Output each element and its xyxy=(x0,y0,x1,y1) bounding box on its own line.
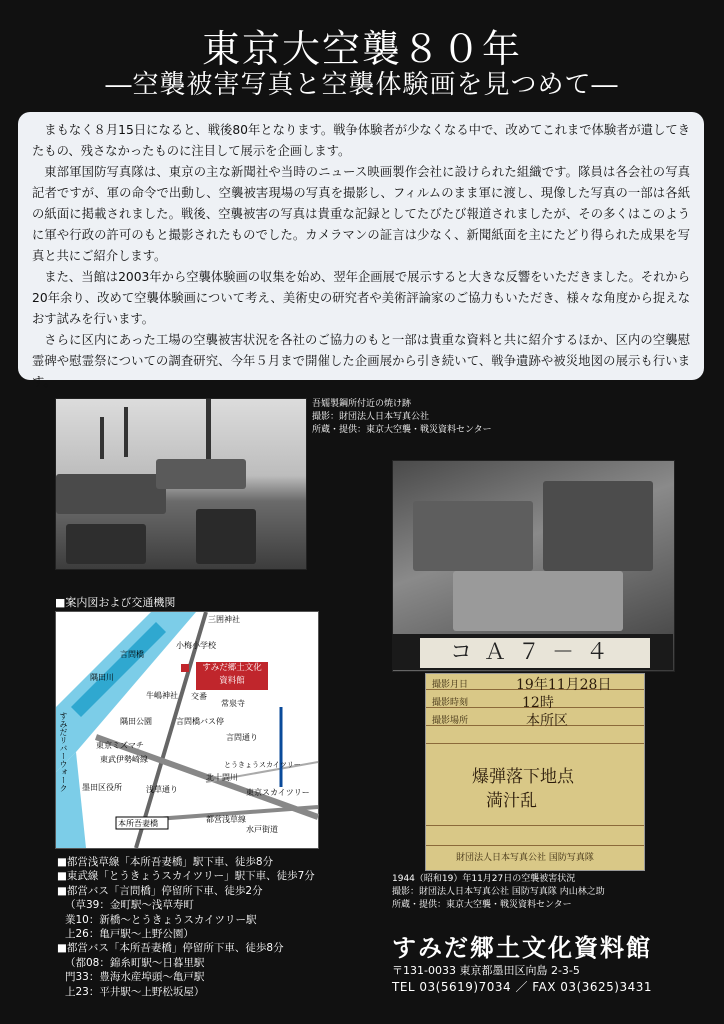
map-heading: ■案内図および交通機関 xyxy=(55,596,176,609)
map-label: 東武伊勢崎線 xyxy=(100,755,148,764)
museum-label: すみだ郷土文化 xyxy=(202,663,262,673)
access-line: ■都営バス「本所吾妻橋」停留所下車、徒歩8分 xyxy=(57,942,284,955)
map-label: 墨田区役所 xyxy=(82,783,122,792)
map-label: とうきょうスカイツリー xyxy=(224,761,301,769)
map-label: 言問橋 xyxy=(120,650,144,659)
card-value: 19年11月28日 xyxy=(516,677,612,693)
rubble xyxy=(413,501,533,571)
access-line: 上23：平井駅～上野松坂屋） xyxy=(65,985,205,998)
caption-line: 撮影：財団法人日本写真公社 xyxy=(312,412,430,422)
crowd xyxy=(196,509,256,564)
map-label: 牛嶋神社 xyxy=(146,691,178,700)
page-title: 東京大空襲８０年 xyxy=(201,27,522,71)
record-card xyxy=(425,673,645,871)
card-rule xyxy=(426,742,644,744)
map-label: 常泉寺 xyxy=(221,699,245,708)
caption-line: 所蔵・提供：東京大空襲・戦災資料センター xyxy=(312,425,492,435)
card-rule xyxy=(426,844,644,846)
map-label: 隅田公園 xyxy=(120,717,152,726)
caption-line: 撮影：財団法人日本写真公社 国防写真隊 内山林之助 xyxy=(392,887,605,897)
museum-location xyxy=(196,662,268,690)
map-label: 本所吾妻橋 xyxy=(118,819,158,828)
card-handwriting: 爆弾落下地点 xyxy=(472,767,574,787)
page-subtitle: ―空襲被害写真と空襲体験画を見つめて― xyxy=(105,70,619,100)
access-line: ■都営バス「言問橋」停留所下車、徒歩2分 xyxy=(57,884,263,897)
map-label: 水戸街道 xyxy=(246,825,278,834)
debris xyxy=(453,571,623,631)
access-line: （都08：錦糸町駅～日暮里駅 xyxy=(65,956,205,969)
map-label: 都営浅草線 xyxy=(206,815,246,824)
chimney xyxy=(206,399,211,459)
map-label: 北十間川 xyxy=(206,773,238,782)
map-label: 東京ミズマチ xyxy=(96,741,144,750)
rubble xyxy=(66,524,146,564)
intro-paragraph: さらに区内にあった工場の空襲被害状況を各社のご協力のもと一部は貴重な資料と共に紹介するほか、区内の空襲慰霊碑や慰霊祭についての調査研究、今年５月まで開催した企画展から引き続いて、戦争遺跡や被災地図の展示も行います。 xyxy=(32,333,690,389)
intro-paragraph: 東部軍国防写真隊は、東京の主な新聞社や当時のニュース映画製作会社に設けられた組織です。隊員は各会社の写真記者ですが、軍の命令で出動し、空襲被害現場の写真を撮影し、フィルムのまま軍に渡し、現像した写真の一部は各紙の紙面に掲載されました。戦後、空襲被害の写真は貴重な記録としてたびたび報道されましたが、その多くはこのように軍や行政の許可のもと撮影されたものでした。カメラマンの証言は少なく、新聞紙面を主にたどり得られた成果を写真と共にご紹介します。 xyxy=(32,165,690,263)
building-ruin xyxy=(56,474,166,514)
caption-line: 所蔵・提供：東京大空襲・戦災資料センター xyxy=(392,900,572,910)
chimney xyxy=(124,407,128,457)
map-label: 三囲神社 xyxy=(208,615,240,624)
card-footer: 財団法人日本写真公社 国防写真隊 xyxy=(456,853,594,863)
photo1-caption xyxy=(312,398,492,437)
chimney xyxy=(100,417,104,459)
museum-address: 〒131-0033 東京都墨田区向島 2-3-5 xyxy=(392,964,580,977)
card-label: 撮影時刻 xyxy=(432,698,469,708)
caption-line: 吾嬬製鋼所付近の焼け跡 xyxy=(312,399,412,409)
map-label: 交番 xyxy=(191,692,207,701)
card-value: 本所区 xyxy=(526,713,568,729)
card-handwriting: 満汁乱 xyxy=(486,791,537,811)
card-rule xyxy=(426,824,644,826)
factory-ruins-photo xyxy=(55,398,307,570)
card-label: 撮影月日 xyxy=(432,680,469,690)
access-line: 業10：新橋～とうきょうスカイツリー駅 xyxy=(65,913,257,926)
museum-label: 資料館 xyxy=(219,676,245,686)
building-ruin xyxy=(156,459,246,489)
museum-name: すみだ郷土文化資料館 xyxy=(392,934,652,962)
caption-line: 1944（昭和19）年11月27日の空襲被害状況 xyxy=(392,874,576,884)
map-label: 小梅小学校 xyxy=(176,641,216,650)
intro-paragraph: また、当館は2003年から空襲体験画の収集を始め、翌年企画展で展示すると大きな反響をいただきました。それから20年余り、改めて空襲体験画について考え、美術史の研究者や美術評論家のご協力もいただき、様々な角度から捉えなおす試みを行います。 xyxy=(32,270,690,326)
photo2-caption xyxy=(392,873,605,912)
access-line: （草39：金町駅～浅草寿町 xyxy=(65,899,194,912)
map-label: 浅草通り xyxy=(146,785,178,794)
museum-phone: TEL 03(5619)7034 ／ FAX 03(3625)3431 xyxy=(392,980,653,994)
map-label: 言問橋バス停 xyxy=(176,717,224,726)
map-label: 東京スカイツリー xyxy=(246,788,310,797)
map-label: 隅田川 xyxy=(90,673,114,682)
card-label: 撮影場所 xyxy=(432,716,469,726)
film-label: コＡ７－４ xyxy=(420,638,650,668)
map-label: 言問通り xyxy=(226,733,258,742)
card-value: 12時 xyxy=(522,695,554,711)
map-label: すみだリバーウォーク xyxy=(59,712,68,792)
access-line: 上26：亀戸駅～上野公園） xyxy=(65,928,194,941)
expressway xyxy=(71,622,166,717)
access-line: 門33：豊海水産埠頭～亀戸駅 xyxy=(65,971,205,984)
intro-box xyxy=(18,112,704,389)
intro-paragraph: まもなく８月15日になると、戦後80年となります。戦争体験者が少なくなる中で、改めてこれまで体験者が遺してきたもの、残さなかったものに注目して展示を企画します。 xyxy=(32,123,690,158)
access-line: ■東武線「とうきょうスカイツリー」駅下車、徒歩7分 xyxy=(57,870,315,883)
access-info xyxy=(57,855,315,999)
museum-marker xyxy=(181,664,189,672)
access-line: ■都営浅草線「本所吾妻橋」駅下車、徒歩8分 xyxy=(57,856,274,868)
access-map xyxy=(55,611,319,849)
rubble xyxy=(543,481,653,571)
